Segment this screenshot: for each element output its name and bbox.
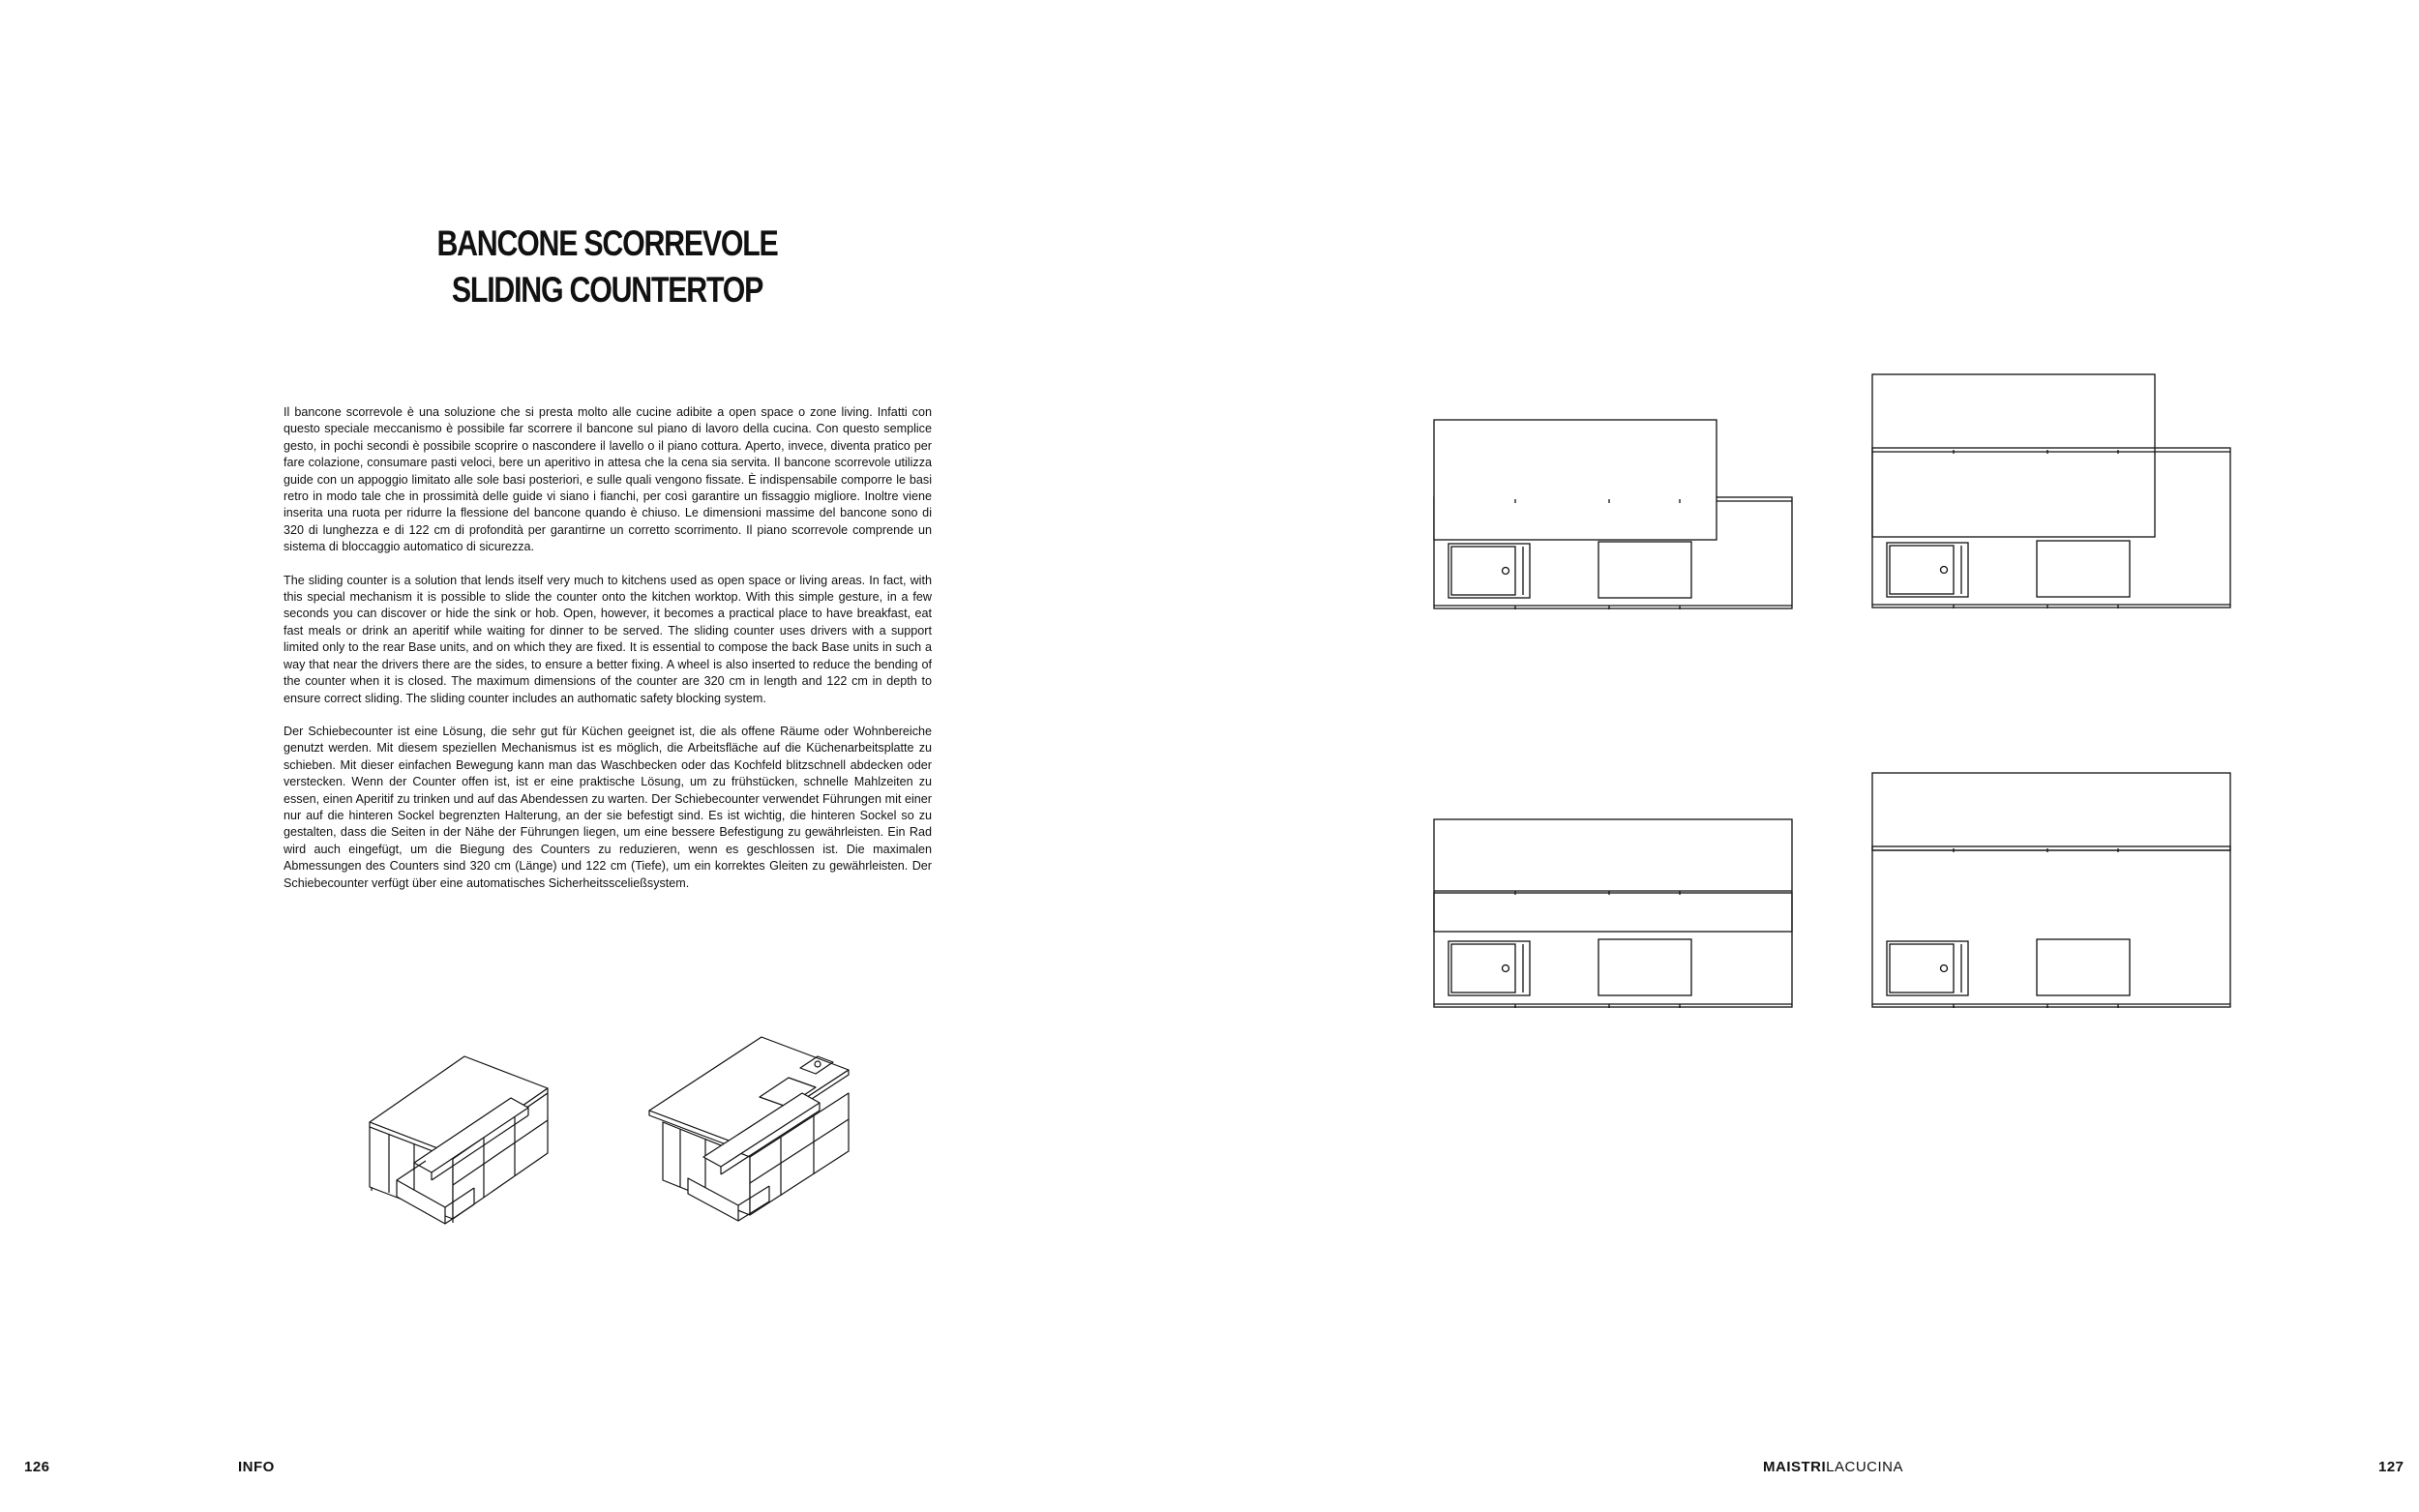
paragraph-german: Der Schiebecounter ist eine Lösung, die sehr gut für Küchen geeignet ist, die als offene Räume oder Wohnbereiche genutzt werden. Mit diesem speziellen Mechanismus ist es möglich, die Arbeitsfläche auf die Küchenarbeitsplatte zu schieben. Mit dieser einfachen Bewegung kann man das Waschbecken oder das Kochfeld blitzschnell abdecken oder verstecken. Wenn der Counter offen ist, ist er eine praktische Lösung, um zu frühstücken, schnelle Mahlzeiten zu essen, einen Aperitif zu trinken und auf das Abendessen zu warten. Der Schiebecounter verwendet Führungen mit einer nur auf die hinteren Sockel begrenzten Halterung, an der sie befestigt sind. Es ist wichtig, die hinteren Sockel so zu gestalten, dass die Seiten in der Nähe der Führungen liegen, um eine bessere Befestigung zu gewährleisten. Ein Rad wird auch eingefügt, um die Biegung des Counters zu reduzieren, wenn es geschlossen ist. Die maximalen Abmessungen des Counters sind 320 cm (Länge) und 122 cm (Tiefe), um ein korrektes Gleiten zu gewährleisten. Der Schiebecounter verfügt über eine automatisches Sicherheitssceließsystem. bbox=[284, 724, 932, 890]
plan-view-full bbox=[1870, 769, 2233, 1016]
paragraph-english: The sliding counter is a solution that lends itself very much to kitchens used as open space or living areas. In fact, with this special mechanism it is possible to slide the counter onto the kitchen worktop. With this simple gesture, in a few seconds you can discover or hide the sink or hob. Open, however, it becomes a practical place to have breakfast, eat fast meals or drink an aperitif while waiting for dinner to be served. The sliding counter uses drivers with a support limited only to the rear Base units, and on which they are fixed. It is essential to compose the back Base units in such a way that near the drivers there are the sides, to ensure a better fixing. A wheel is also inserted to reduce the bending of the counter when it is closed. The maximum dimensions of the counter are 320 cm in length and 122 cm in depth to ensure correct sliding. The sliding counter includes an authomatic safety blocking system. bbox=[284, 573, 932, 705]
paragraph-italian: Il bancone scorrevole è una soluzione che si presta molto alle cucine adibite a open space o zone living. Infatti con questo speciale meccanismo è possibile far scorrere il bancone sul piano di lavoro della cucina. Con questo semplice gesto, in pochi secondi è possibile scoprire o nascondere il lavello o il piano cottura. Aperto, invece, diventa pratico per fare colazione, consumare pasti veloci, bere un aperitivo in attesa che la cena sia servita. Il bancone scorrevole utilizza guide con un appoggio limitato alle sole basi posteriori, e sulle quali vengono fissate. È indispensabile comporre le basi retro in modo tale che in prossimità delle guide vi siano i fianchi, per così garantire un fissaggio migliore. Inoltre viene inserita una ruota per ridurre la flessione del bancone quando è chiuso. Le dimensioni massime del bancone sono di 320 di lunghezza e di 122 cm di profondità per garantirne un corretto scorrimento. Il piano scorrevole comprende un sistema di bloccaggio automatico di sicurezza. bbox=[284, 405, 932, 554]
page-number-right: 127 bbox=[2378, 1459, 2404, 1475]
title-line-english: SLIDING COUNTERTOP bbox=[451, 270, 763, 310]
page-number-left: 126 bbox=[24, 1459, 50, 1475]
plan-view-extended bbox=[1432, 815, 1795, 1014]
brand-name-bold: MAISTRI bbox=[1763, 1459, 1827, 1475]
plan-view-closed bbox=[1432, 416, 1795, 614]
section-label: INFO bbox=[238, 1459, 275, 1475]
brand-logo bbox=[1763, 1459, 1903, 1475]
isometric-unit-closed bbox=[358, 1045, 571, 1224]
body-text bbox=[284, 404, 932, 908]
isometric-unit-open bbox=[643, 1033, 871, 1222]
plan-view-slid bbox=[1870, 371, 2233, 612]
page-title bbox=[347, 221, 867, 313]
title-line-italian: BANCONE SCORREVOLE bbox=[436, 223, 778, 263]
brand-name-light: LACUCINA bbox=[1826, 1459, 1904, 1475]
